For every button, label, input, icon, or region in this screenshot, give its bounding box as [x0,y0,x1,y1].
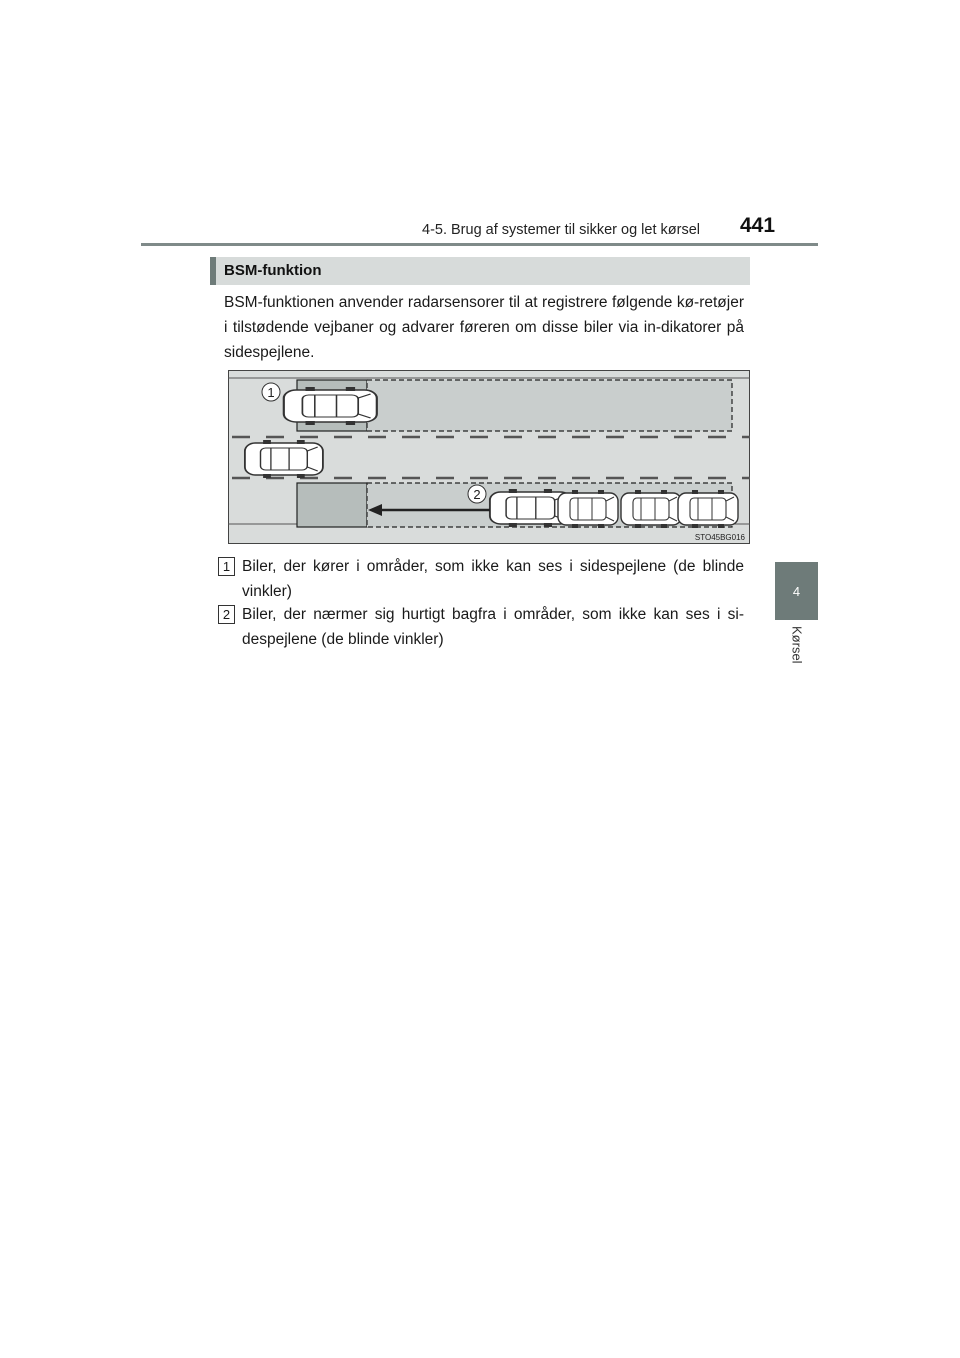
item-text: Biler, der nærmer sig hurtigt bagfra i områder, som ikke kan ses i si-despejlene (de blinde vinkler) [242,606,744,648]
detection-zone-left [367,380,732,431]
figure-code: STO45BG016 [694,533,745,542]
chapter-number: 4 [792,584,801,599]
item-number-badge: 2 [218,605,235,624]
section-title: BSM-funktion [224,262,322,279]
intro-paragraph: BSM-funktionen anvender radarsensorer til at registrere følgende kø-retøjer i tilstødende vejbaner og advarer føreren om disse biler via in-dikatorer på sidespejlene. [224,294,744,361]
callout-2-label: 2 [473,487,481,502]
approaching-car-2 [558,490,618,528]
item-text: Biler, der kører i områder, som ikke kan ses i sidespejlene (de blinde vinkler) [242,558,744,600]
approaching-car-3 [621,490,681,528]
section-heading-bar [210,257,750,285]
car-in-blind-spot [284,387,377,425]
own-car [245,440,323,478]
bsm-diagram [228,370,750,544]
chapter-tab [775,562,818,620]
blind-spot-zone-right [297,483,367,527]
item-number-badge: 1 [218,557,235,576]
page-number: 441 [740,214,776,237]
header-divider [141,243,818,246]
callout-1-label: 1 [267,385,275,400]
chapter-label-container [775,626,818,686]
approaching-car-4 [678,490,738,528]
chapter-label: Kørsel [789,626,804,664]
section-heading-accent [210,257,216,285]
header-section-title: 4-5. Brug af systemer til sikker og let kørsel [422,222,700,238]
